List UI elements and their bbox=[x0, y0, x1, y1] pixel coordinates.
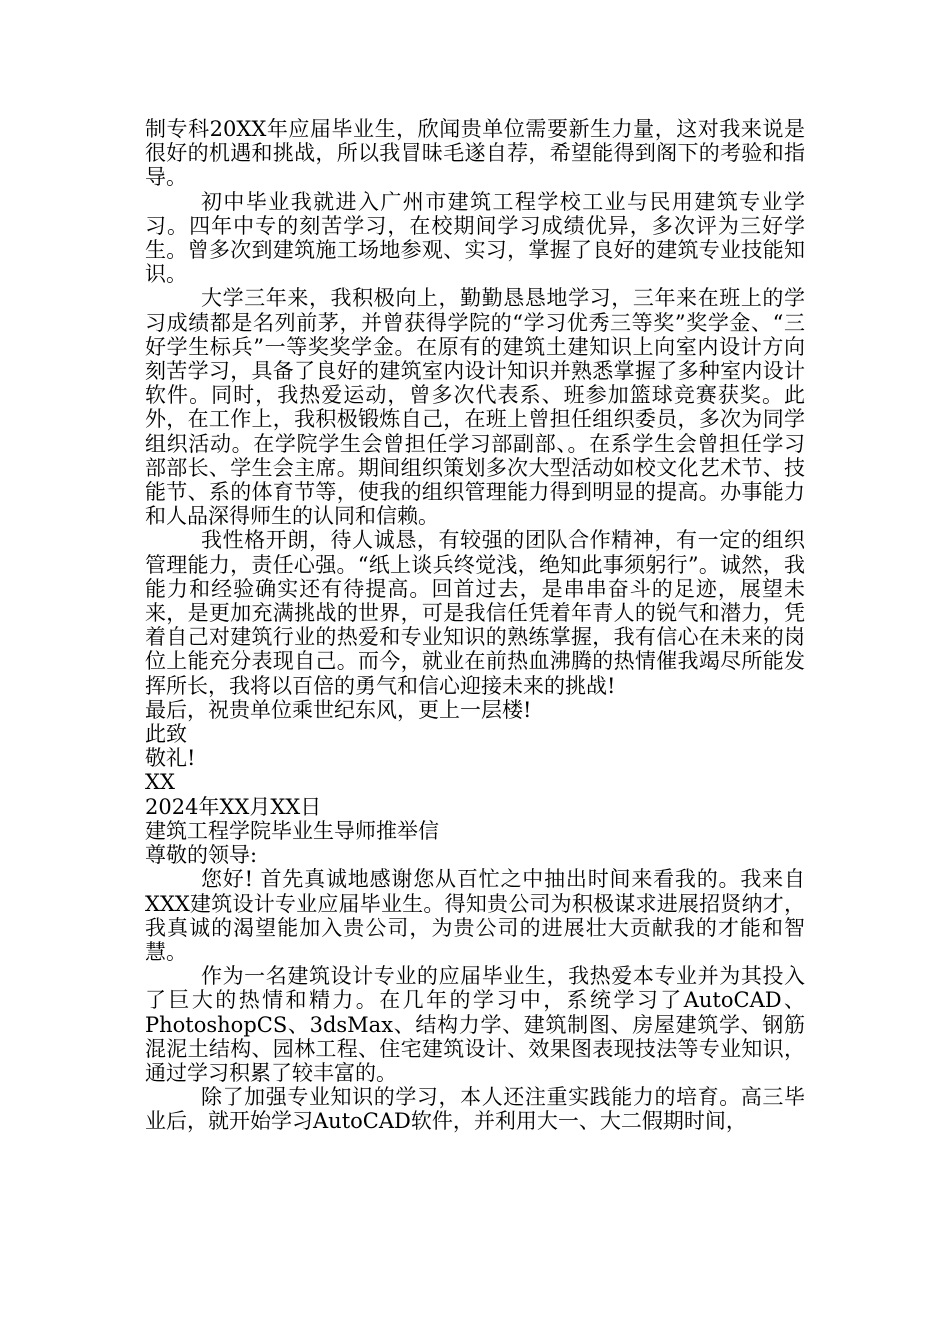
paragraph-opening: 您好! 首先真诚地感谢您从百忙之中抽出时间来看我的。我来自XXX建筑设计专业应届毕业生。得知贵公司为积极谋求进展招贤纳才，我真诚的渴望能加入贵公司，为贵公司的进展壮大贡献我的才能和智慧。 bbox=[145, 867, 805, 964]
paragraph-personality: 我性格开朗，待人诚恳，有较强的团队合作精神，有一定的组织管理能力，责任心强。“纸上谈兵终觉浅，绝知此事须躬行”。诚然，我能力和经验确实还有待提高。回首过去，是串串奋斗的足迹，展望未来，是更加充满挑战的世界，可是我信任凭着年青人的锐气和潜力，凭着自己对建筑行业的热爱和专业知识的熟练掌握，我有信心在未来的岗位上能充分表现自己。而今，就业在前热血沸腾的热情催我竭尽所能发挥所长，我将以百倍的勇气和信心迎接未来的挑战! bbox=[145, 528, 805, 698]
paragraph-practice: 除了加强专业知识的学习，本人还注重实践能力的培育。高三毕业后，就开始学习AutoCAD软件，并利用大一、大二假期时间， bbox=[145, 1085, 805, 1134]
paragraph-studies: 作为一名建筑设计专业的应届毕业生，我热爱本专业并为其投入了巨大的热情和精力。在几年的学习中，系统学习了AutoCAD、PhotoshopCS、3dsMax、结构力学、建筑制图、房屋建筑学、钢筋混泥土结构、园林工程、住宅建筑设计、效果图表现技法等专业知识，通过学习积累了较丰富的。 bbox=[145, 964, 805, 1085]
letter-title: 建筑工程学院毕业生导师推举信 bbox=[145, 818, 439, 843]
letter-greeting: 尊敬的领导: bbox=[145, 843, 258, 868]
closing-salutation: 此致 bbox=[145, 722, 187, 747]
paragraph-intro: 制专科20XX年应届毕业生，欣闻贵单位需要新生力量，这对我来说是很好的机遇和挑战，所以我冒昧毛遂自荐，希望能得到阁下的考验和指导。 bbox=[145, 117, 805, 190]
closing-wish: 最后，祝贵单位乘世纪东风，更上一层楼! bbox=[145, 697, 532, 722]
paragraph-secondary-school: 初中毕业我就进入广州市建筑工程学校工业与民用建筑专业学习。四年中专的刻苦学习，在校期间学习成绩优异，多次评为三好学生。曾多次到建筑施工场地参观、实习，掌握了良好的建筑专业技能知识。 bbox=[145, 189, 805, 287]
document-page bbox=[145, 117, 805, 1134]
closing-regards: 敬礼! bbox=[145, 746, 196, 771]
paragraph-university: 大学三年来，我积极向上，勤勤恳恳地学习，三年来在班上的学习成绩都是名列前茅，并曾获得学院的“学习优秀三等奖”奖学金、“三好学生标兵”一等奖奖学金。在原有的建筑土建知识上向室内设计方向刻苦学习，具备了良好的建筑室内设计知识并熟悉掌握了多种室内设计软件。同时，我热爱运动，曾多次代表系、班参加篮球竞赛获奖。此外，在工作上，我积极锻炼自己，在班上曾担任组织委员，多次为同学组织活动。在学院学生会曾担任学习部副部、。在系学生会曾担任学习部部长、学生会主席。期间组织策划多次大型活动如校文化艺术节、技能节、系的体育节等，使我的组织管理能力得到明显的提高。办事能力和人品深得师生的认同和信赖。 bbox=[145, 286, 805, 529]
signature-date: 2024年XX月XX日 bbox=[145, 794, 322, 819]
signature-name: XX bbox=[145, 770, 175, 795]
